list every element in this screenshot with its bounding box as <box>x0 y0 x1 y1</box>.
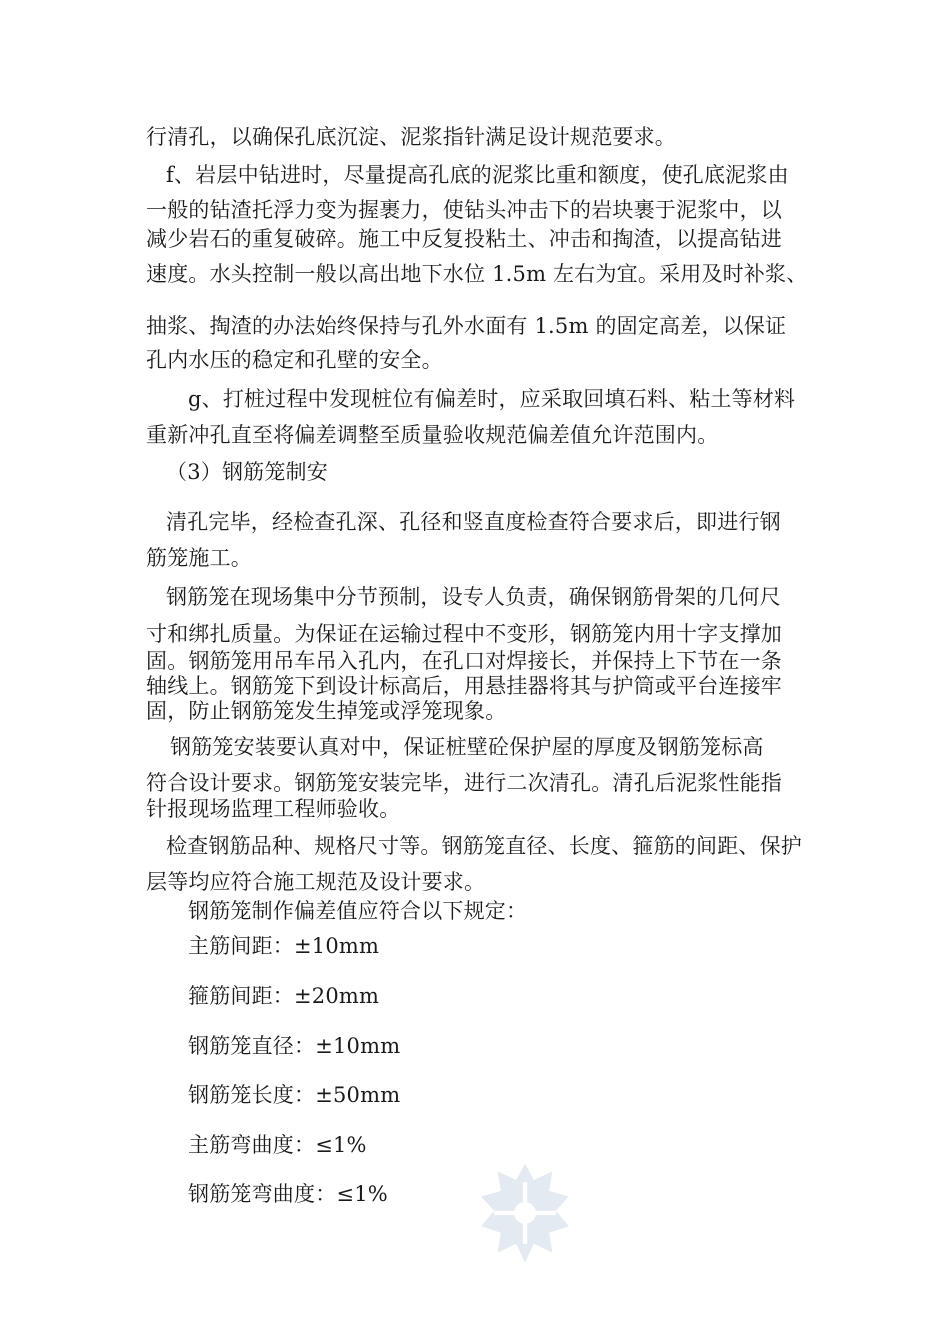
text-line: 固。钢筋笼用吊车吊入孔内，在孔口对焊接长，并保持上下节在一条 <box>146 649 782 673</box>
snowflake-watermark-icon <box>470 1158 580 1268</box>
spec-item: 主筋弯曲度：≤1% <box>188 1133 367 1157</box>
text-line: 钢筋笼安装要认真对中，保证桩壁砼保护屋的厚度及钢筋笼标高 <box>170 735 764 759</box>
text-line: 符合设计要求。钢筋笼安装完毕，进行二次清孔。清孔后泥浆性能指 <box>146 771 782 795</box>
text-line: 固，防止钢筋笼发生掉笼或浮笼现象。 <box>146 699 507 723</box>
text-line: 一般的钻渣托浮力变为握裹力，使钻头冲击下的岩块裹于泥浆中，以 <box>146 198 782 222</box>
text-line: 钢筋笼制作偏差值应符合以下规定： <box>188 899 528 923</box>
text-line: 孔内水压的稳定和孔壁的安全。 <box>146 348 443 372</box>
text-line: 轴线上。钢筋笼下到设计标高后，用悬挂器将其与护筒或平台连接牢 <box>146 674 782 698</box>
text-line: 抽浆、掏渣的办法始终保持与孔外水面有 1.5m 的固定高差，以保证 <box>146 314 787 338</box>
text-line: 行清孔，以确保孔底沉淀、泥浆指针满足设计规范要求。 <box>146 125 676 149</box>
text-line: f、岩层中钻进时，尽量提高孔底的泥浆比重和额度，使孔底泥浆由 <box>166 163 789 187</box>
text-line: 针报现场监理工程师验收。 <box>146 797 401 821</box>
spec-item: 钢筋笼长度：±50mm <box>188 1083 401 1107</box>
spec-item: 钢筋笼弯曲度：≤1% <box>188 1182 388 1206</box>
spec-item: 箍筋间距：±20mm <box>188 984 380 1008</box>
text-line: 寸和绑扎质量。为保证在运输过程中不变形，钢筋笼内用十字支撑加 <box>146 622 782 646</box>
text-line: 层等均应符合施工规范及设计要求。 <box>146 870 486 894</box>
spec-item: 钢筋笼直径：±10mm <box>188 1034 401 1058</box>
text-line: 速度。水头控制一般以高出地下水位 1.5m 左右为宜。采用及时补浆、 <box>146 262 808 286</box>
text-line: 筋笼施工。 <box>146 546 252 570</box>
spec-item: 主筋间距：±10mm <box>188 934 380 958</box>
text-line: 检查钢筋品种、规格尺寸等。钢筋笼直径、长度、箍筋的间距、保护 <box>166 834 802 858</box>
text-line: 清孔完毕，经检查孔深、孔径和竖直度检查符合要求后，即进行钢 <box>166 510 781 534</box>
text-line: 减少岩石的重复破碎。施工中反复投粘土、冲击和掏渣，以提高钻进 <box>146 227 782 251</box>
text-line: 重新冲孔直至将偏差调整至质量验收规范偏差值允许范围内。 <box>146 423 719 447</box>
text-line: 钢筋笼在现场集中分节预制，设专人负责，确保钢筋骨架的几何尺 <box>166 585 781 609</box>
section-heading: （3）钢筋笼制安 <box>166 460 328 484</box>
text-line: g、打桩过程中发现桩位有偏差时，应采取回填石料、粘土等材料 <box>188 387 796 411</box>
